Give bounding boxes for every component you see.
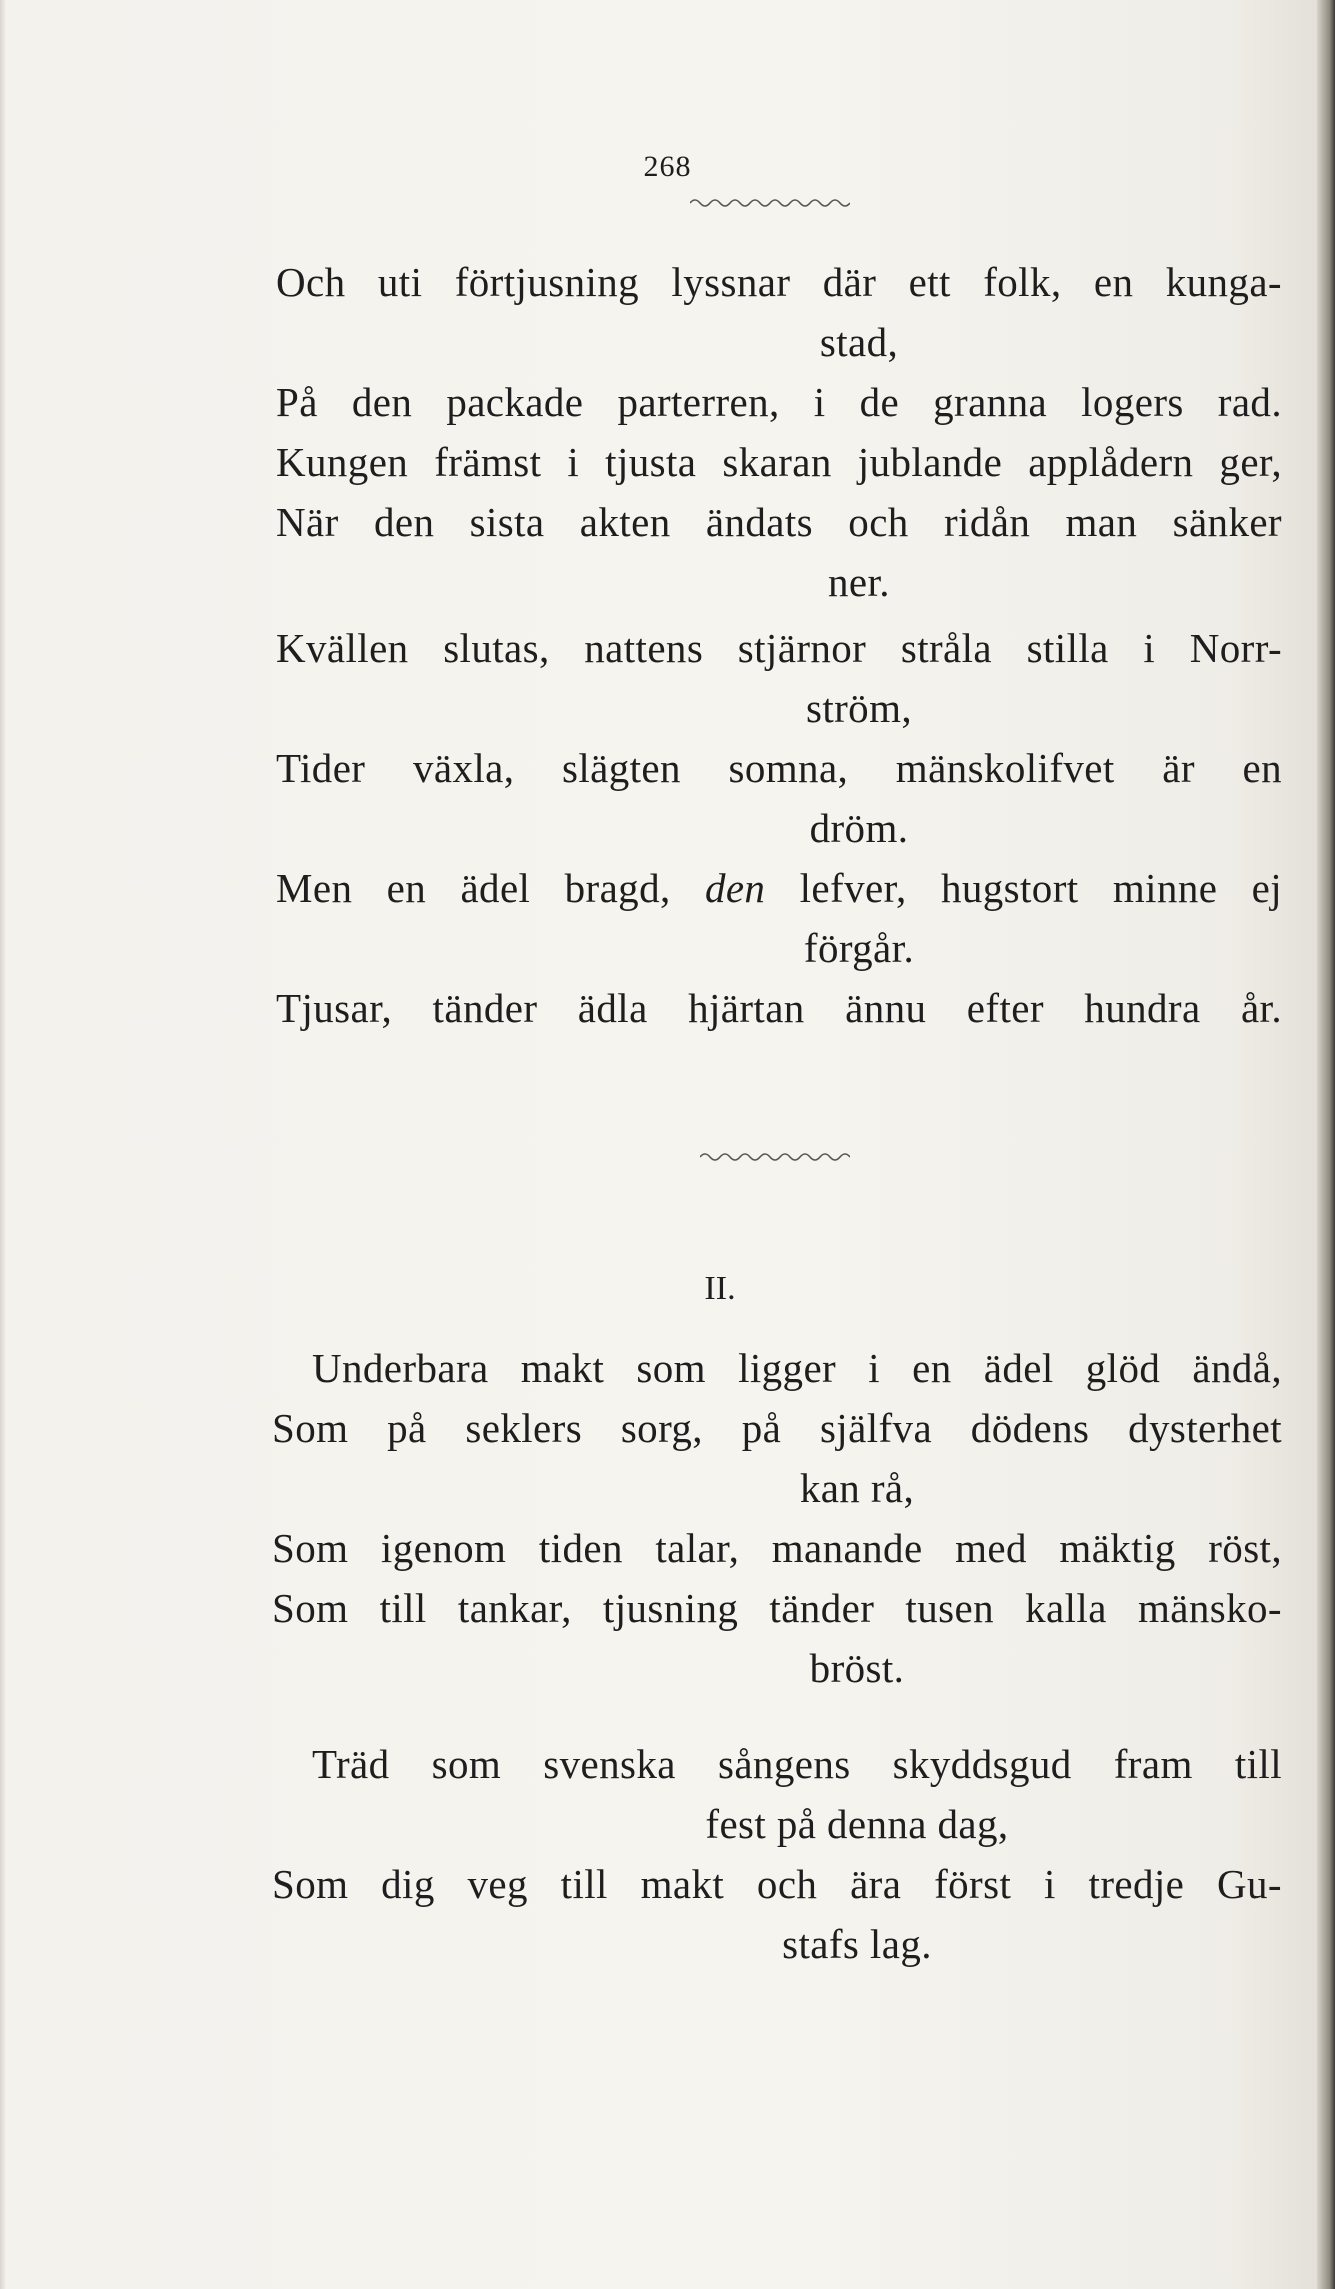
verse-line: På den packade parterren, i de granna logers rad. xyxy=(276,379,1282,425)
verse-continuation: bröst. xyxy=(809,1645,905,1691)
poem-part-1 xyxy=(276,252,1282,1038)
page-binding-shadow xyxy=(0,0,6,2289)
verse-line: Kungen främst i tjusta skaran jublande applådern ger, xyxy=(276,439,1282,485)
verse-line: Kvällen slutas, nattens stjärnor stråla stilla i Norr- xyxy=(276,625,1282,671)
verse-continuation: stafs lag. xyxy=(782,1921,932,1967)
section-title: II. xyxy=(704,1270,736,1307)
verse-line: Träd som svenska sångens skyddsgud fram till xyxy=(312,1741,1282,1787)
verse-continuation: förgår. xyxy=(803,925,915,971)
verse-line: Tider växla, slägten somna, mänskolifvet är en xyxy=(276,745,1282,791)
page-edge-shadow xyxy=(1317,0,1335,2289)
verse-continuation: stad, xyxy=(819,319,899,365)
divider-ornament xyxy=(700,1150,850,1164)
verse-line: Men en ädel bragd, den lefver, hugstort minne ej xyxy=(276,865,1282,911)
verse-line: Tjusar, tänder ädla hjärtan ännu efter hundra år. xyxy=(276,985,1282,1031)
page-number: 268 xyxy=(643,150,692,183)
verse-continuation: dröm. xyxy=(809,805,909,851)
verse-line: Som till tankar, tjusning tänder tusen kalla mänsko- xyxy=(272,1585,1282,1631)
verse-continuation: ström, xyxy=(805,685,913,731)
verse-continuation: kan rå, xyxy=(799,1465,915,1511)
verse-line: När den sista akten ändats och ridån man sänker xyxy=(276,499,1282,545)
header-ornament xyxy=(690,196,850,210)
verse-line: Som på seklers sorg, på själfva dödens dysterhet xyxy=(272,1405,1282,1451)
poem-part-2 xyxy=(272,1338,1282,1974)
verse-line: Som dig veg till makt och ära först i tredje Gu- xyxy=(272,1861,1282,1907)
verse-continuation: fest på denna dag, xyxy=(705,1801,1009,1847)
emphasis-word: den xyxy=(704,865,766,911)
verse-line: Som igenom tiden talar, manande med mäktig röst, xyxy=(272,1525,1282,1571)
verse-line: Underbara makt som ligger i en ädel glöd ändå, xyxy=(312,1345,1282,1391)
verse-line: Och uti förtjusning lyssnar där ett folk, en kunga- xyxy=(276,259,1282,305)
verse-continuation: ner. xyxy=(828,559,890,605)
